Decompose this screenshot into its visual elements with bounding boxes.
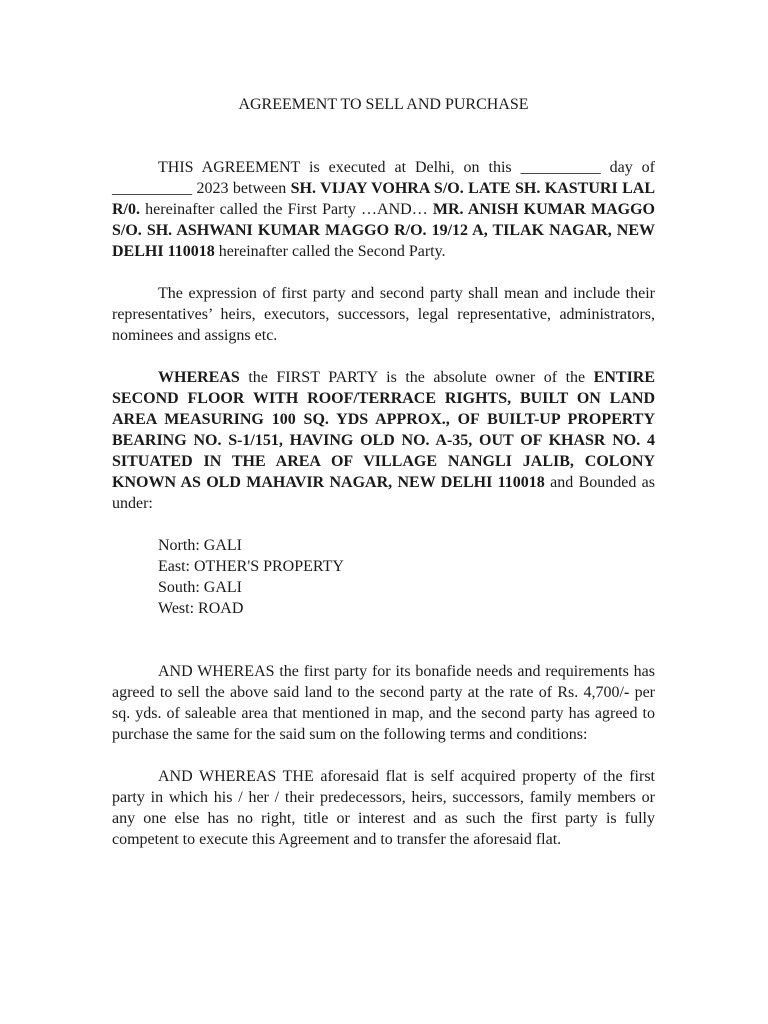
para1-text-1: THIS AGREEMENT is executed at Delhi, on this xyxy=(158,159,512,176)
property-description-paragraph xyxy=(112,367,655,514)
property-details: ENTIRE SECOND FLOOR WITH ROOF/TERRACE RIGHTS, BUILT ON LAND AREA MEASURING 100 SQ. YDS APPROX., OF BUILT-UP PROPERTY BEARING NO. S-1/151, HAVING OLD NO. A-35, OUT OF KHASR NO. 4 SITUATED IN THE AREA OF VILLAGE NANGLI JALIB, COLONY KNOWN AS OLD MAHAVIR NAGAR, NEW DELHI 110018 xyxy=(112,369,656,491)
document-page xyxy=(112,94,655,871)
sale-terms-paragraph xyxy=(112,661,655,745)
boundary-north: North: GALI xyxy=(158,537,242,554)
para4-text-2: per sq. yds. of saleable area that mentioned in map, and the second party has agreed to purchase the same for the said sum on the following terms and conditions: xyxy=(112,684,656,743)
month-blank: __________ xyxy=(112,180,192,197)
second-party-name: MR. ANISH KUMAR MAGGO S/O. SH. ASHWANI KUMAR MAGGO R/O. 19/12 A, TILAK NAGAR, NEW DELHI 110018 xyxy=(112,201,656,260)
para1-text-2: day of xyxy=(609,159,656,176)
expression-paragraph: The expression of first party and second party shall mean and include their representatives’ heirs, executors, successors, legal representative, administrators, nominees and assigns etc. xyxy=(112,285,655,344)
boundaries-list xyxy=(158,535,655,619)
first-party-name: SH. VIJAY VOHRA S/O. LATE SH. KASTURI LAL R/0. xyxy=(112,180,656,218)
para4-text-1: AND WHEREAS the first party for its bonafide needs and requirements has agreed to sell the above said land to the second party at the rate of Rs. 4,700/ xyxy=(112,663,655,701)
para1-text-5: hereinafter called the Second Party. xyxy=(218,243,446,260)
whereas-keyword: WHEREAS xyxy=(158,369,240,386)
price-dash: - xyxy=(623,684,630,701)
boundary-south: South: GALI xyxy=(158,579,242,596)
agreement-parties-paragraph xyxy=(112,157,655,262)
boundary-west: West: ROAD xyxy=(158,600,244,617)
document-title: AGREEMENT TO SELL AND PURCHASE xyxy=(238,96,529,113)
para1-text-3: 2023 between xyxy=(196,180,287,197)
para3-text-2: and Bounded as under: xyxy=(112,474,656,512)
para1-text-4: hereinafter called the First Party …AND… xyxy=(145,201,428,218)
boundary-east: East: OTHER'S PROPERTY xyxy=(158,558,344,575)
date-blank: __________ xyxy=(520,159,601,176)
ownership-paragraph: AND WHEREAS THE aforesaid flat is self acquired property of the first party in which his / her / their predecessors, heirs, successors, family members or any one else has no right, title or interest and as such the first party is fully competent to execute this Agreement and to transfer the aforesaid flat. xyxy=(112,768,655,848)
para3-text-1: the FIRST PARTY is the absolute owner of the xyxy=(248,369,586,386)
